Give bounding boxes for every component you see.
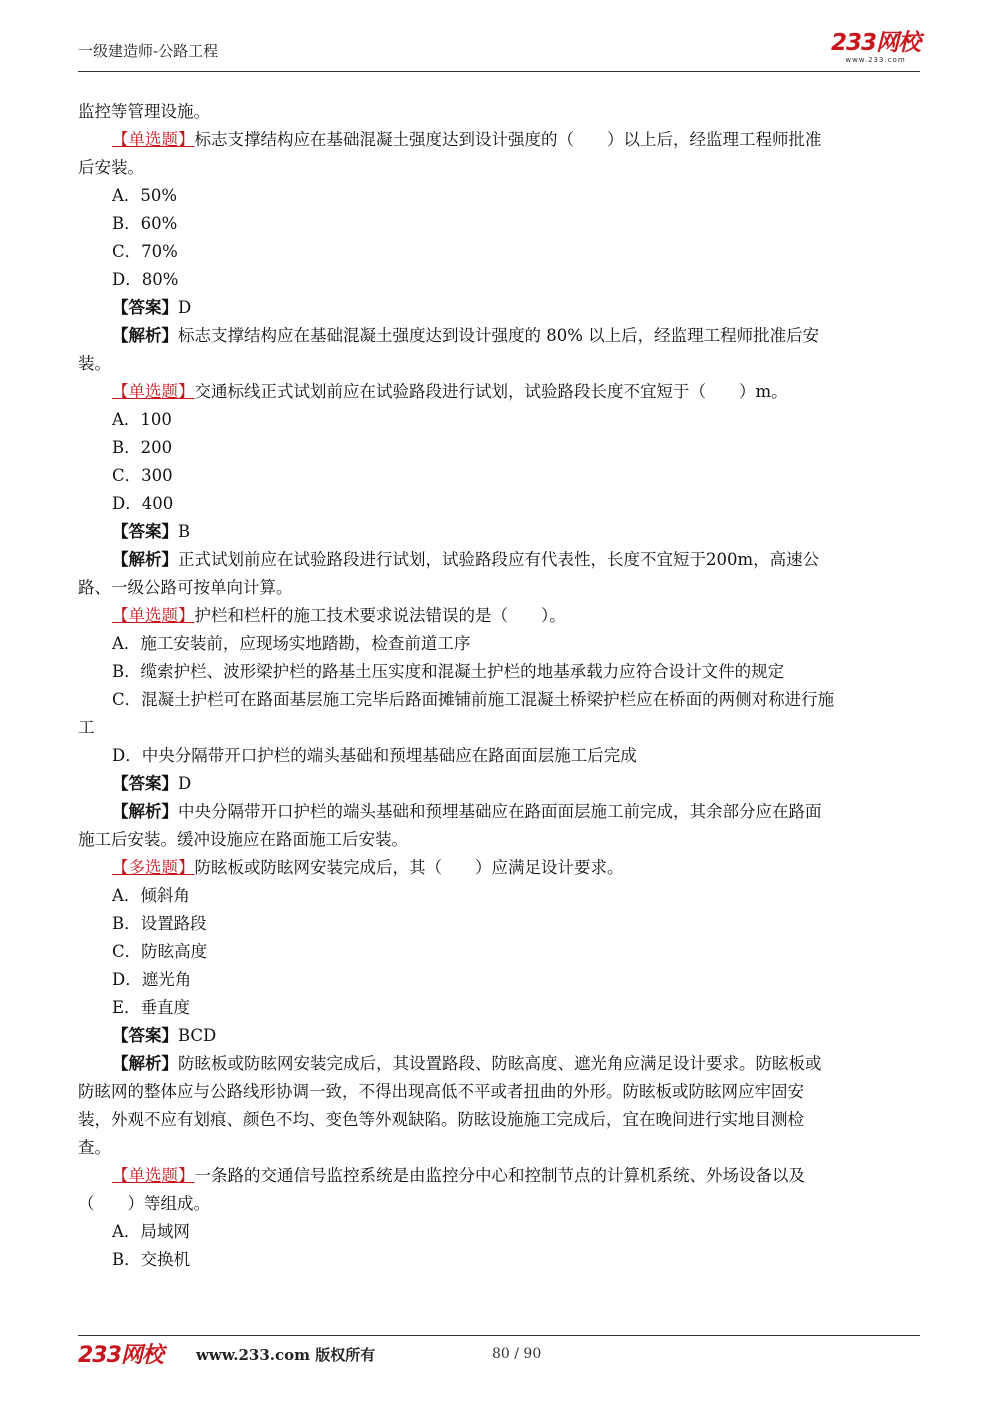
line-text: C．70%	[112, 242, 178, 261]
line-text: C．300	[112, 466, 173, 485]
text-line	[78, 910, 928, 938]
text-line	[78, 1162, 928, 1190]
line-text: B．200	[112, 438, 173, 457]
text-line	[78, 1078, 928, 1106]
text-line	[78, 490, 928, 518]
logo-url: www.233.com	[845, 56, 906, 64]
text-line	[78, 1218, 928, 1246]
line-text: 标志支撑结构应在基础混凝土强度达到设计强度的 80% 以上后，经监理工程师批准后安	[178, 326, 820, 345]
text-line	[78, 1022, 928, 1050]
answer-label: 【解析】	[112, 802, 178, 821]
logo-text: 233网校	[830, 30, 920, 56]
text-line	[78, 686, 928, 714]
line-text: A．100	[112, 410, 172, 429]
answer-label: 【解析】	[112, 1054, 178, 1073]
text-line	[78, 966, 928, 994]
text-line	[78, 1190, 928, 1218]
text-line	[78, 546, 928, 574]
brand-logo	[831, 30, 920, 64]
header-divider	[78, 71, 920, 72]
text-line	[78, 154, 928, 182]
text-line	[78, 658, 928, 686]
page-number: 80 / 90	[492, 1346, 542, 1362]
text-line	[78, 182, 928, 210]
line-text: 防眩板或防眩网安装完成后，其设置路段、防眩高度、遮光角应满足设计要求。防眩板或	[178, 1054, 822, 1073]
line-text: D．80%	[112, 270, 179, 289]
answer-label: 【答案】	[112, 1026, 178, 1045]
text-line	[78, 406, 928, 434]
line-text: 查。	[78, 1138, 111, 1157]
line-text: 装。	[78, 354, 111, 373]
text-line	[78, 462, 928, 490]
line-text: D．400	[112, 494, 174, 513]
text-line	[78, 742, 928, 770]
text-line	[78, 350, 928, 378]
text-line	[78, 798, 928, 826]
text-line	[78, 854, 928, 882]
line-text: 施工后安装。缓冲设施应在路面施工后安装。	[78, 830, 408, 849]
line-text: A．倾斜角	[112, 886, 190, 905]
line-text: BCD	[178, 1026, 217, 1045]
text-line	[78, 266, 928, 294]
line-text: 后安装。	[78, 158, 144, 177]
text-line	[78, 1134, 928, 1162]
header-title: 一级建造师-公路工程	[78, 42, 219, 60]
text-line	[78, 434, 928, 462]
text-line	[78, 938, 928, 966]
footer-copyright: www.233.com 版权所有	[196, 1346, 376, 1364]
line-text: D．中央分隔带开口护栏的端头基础和预埋基础应在路面面层施工后完成	[112, 746, 637, 765]
question-type-tag: 【单选题】	[112, 606, 195, 625]
line-text: E．垂直度	[112, 998, 191, 1017]
line-text: B	[178, 522, 191, 541]
text-line	[78, 238, 928, 266]
question-type-tag: 【单选题】	[112, 382, 195, 401]
line-text: 工	[78, 718, 95, 737]
page-header	[78, 30, 920, 74]
text-line	[78, 714, 928, 742]
text-line	[78, 294, 928, 322]
line-text: 路、一级公路可按单向计算。	[78, 578, 293, 597]
text-line	[78, 378, 928, 406]
answer-label: 【答案】	[112, 522, 178, 541]
question-type-tag: 【单选题】	[112, 130, 195, 149]
text-line	[78, 126, 928, 154]
line-text: B．60%	[112, 214, 178, 233]
line-text: 一条路的交通信号监控系统是由监控分中心和控制节点的计算机系统、外场设备以及	[194, 1166, 805, 1185]
question-type-tag: 【多选题】	[112, 858, 195, 877]
text-line	[78, 826, 928, 854]
line-text: D	[178, 298, 192, 317]
text-line	[78, 630, 928, 658]
question-type-tag: 【单选题】	[112, 1166, 195, 1185]
line-text: D．遮光角	[112, 970, 192, 989]
text-line	[78, 1246, 928, 1274]
text-line	[78, 1106, 928, 1134]
text-line	[78, 574, 928, 602]
text-line	[78, 518, 928, 546]
line-text: B．设置路段	[112, 914, 207, 933]
line-text: B．缆索护栏、波形梁护栏的路基土压实度和混凝土护栏的地基承载力应符合设计文件的规定	[112, 662, 785, 681]
line-text: 正式试划前应在试验路段进行试划，试验路段应有代表性，长度不宜短于200m，高速公	[178, 550, 820, 569]
text-line	[78, 882, 928, 910]
line-text: A．局域网	[112, 1222, 190, 1241]
page-footer	[78, 1338, 920, 1368]
document-body	[78, 98, 928, 1274]
text-line	[78, 602, 928, 630]
line-text: A．50%	[112, 186, 178, 205]
line-text: 护栏和栏杆的施工技术要求说法错误的是（ ）。	[194, 606, 566, 625]
text-line	[78, 1050, 928, 1078]
text-line	[78, 210, 928, 238]
line-text: 交通标线正式试划前应在试验路段进行试划，试验路段长度不宜短于（ ）m。	[194, 382, 788, 401]
answer-label: 【解析】	[112, 326, 178, 345]
line-text: 标志支撑结构应在基础混凝土强度达到设计强度的（ ）以上后，经监理工程师批准	[194, 130, 822, 149]
answer-label: 【答案】	[112, 298, 178, 317]
footer-divider	[78, 1335, 920, 1336]
text-line	[78, 98, 928, 126]
line-text: 中央分隔带开口护栏的端头基础和预埋基础应在路面面层施工前完成，其余部分应在路面	[178, 802, 822, 821]
answer-label: 【解析】	[112, 550, 178, 569]
line-text: 防眩网的整体应与公路线形协调一致，不得出现高低不平或者扭曲的外形。防眩板或防眩网应牢固安	[78, 1082, 804, 1101]
footer-logo: 233网校	[78, 1343, 163, 1368]
text-line	[78, 322, 928, 350]
line-text: C．混凝土护栏可在路面基层施工完毕后路面摊铺前施工混凝土桥梁护栏应在桥面的两侧对称进行施	[112, 690, 835, 709]
line-text: （ ）等组成。	[78, 1194, 210, 1213]
line-text: 监控等管理设施。	[78, 102, 210, 121]
text-line	[78, 994, 928, 1022]
line-text: 防眩板或防眩网安装完成后，其（ ）应满足设计要求。	[194, 858, 624, 877]
answer-label: 【答案】	[112, 774, 178, 793]
line-text: D	[178, 774, 192, 793]
text-line	[78, 770, 928, 798]
line-text: C．防眩高度	[112, 942, 208, 961]
line-text: 装，外观不应有划痕、颜色不均、变色等外观缺陷。防眩设施施工完成后，宜在晚间进行实地目测检	[78, 1110, 804, 1129]
line-text: B．交换机	[112, 1250, 191, 1269]
line-text: A．施工安装前，应现场实地踏勘，检查前道工序	[112, 634, 471, 653]
